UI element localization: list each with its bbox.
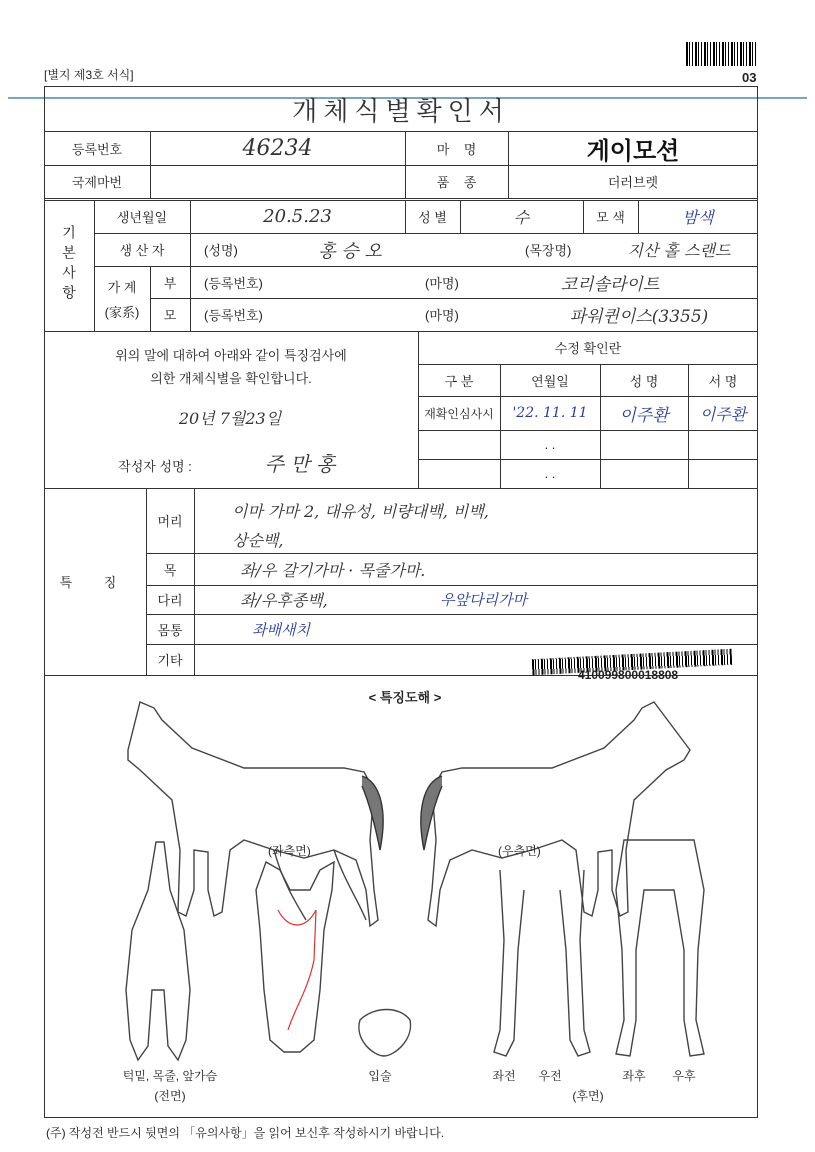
front-caption: 턱밑, 목줄, 앞가슴 (122, 1068, 218, 1083)
sire-name-label: (마명) (425, 275, 459, 291)
horse-diagram (44, 690, 758, 1110)
family-label (94, 266, 150, 331)
row1-date: '22. 11. 11 (512, 405, 588, 421)
rear-view-horse (616, 840, 704, 1056)
reg-no-label: 등록번호 (71, 141, 123, 157)
front-view-horse (126, 842, 190, 1060)
birth-value: 20.5.23 (263, 206, 332, 227)
neck-label: 목 (163, 562, 177, 578)
fl-caption: 좌전 (492, 1068, 516, 1083)
front-legs-view (494, 870, 590, 1056)
sire-value: 코리솔라이트 (560, 274, 660, 295)
statement-line-1: 위의 말에 대하여 아래와 같이 특징검사에 (115, 347, 347, 363)
col-name: 성 명 (629, 373, 659, 389)
right-side-horse (421, 702, 690, 926)
row1-name: 이주환 (619, 405, 669, 426)
dam-reg-label: (등록번호) (204, 308, 263, 323)
other-label: 기타 (157, 653, 183, 668)
head-label: 머리 (157, 514, 183, 529)
coat-color-label: 모 색 (596, 210, 625, 225)
breeder-label: 생 산 자 (119, 243, 165, 258)
body-value: 좌배새치 (252, 620, 310, 639)
col-date: 연월일 (531, 373, 569, 389)
horse-name-label: 마 명 (436, 141, 477, 157)
birth-label: 생년월일 (116, 210, 168, 225)
row1-sign: 이주환 (699, 404, 747, 424)
reg-no-value: 46234 (242, 135, 313, 161)
rear-label: (후면) (572, 1088, 604, 1103)
breeder-name-value: 홍 승 오 (318, 240, 382, 262)
body-label: 몸통 (157, 622, 183, 638)
hr-caption: 우후 (672, 1068, 696, 1083)
breed-value: 더러브렛 (607, 175, 659, 190)
diagram-title: < 특징도해 > (368, 689, 442, 705)
intl-no-label: 국제마번 (71, 175, 123, 190)
row3-date: . . (544, 466, 556, 481)
col-sign: 서 명 (708, 373, 738, 389)
col-type: 구 분 (444, 373, 474, 389)
sex-label: 성 별 (418, 210, 447, 225)
row2-date: . . (544, 437, 556, 452)
left-side-caption: (좌측면) (268, 844, 311, 858)
footer-note: (주) 작성전 반드시 뒷면의 「유의사항」을 읽어 보신후 작성하시기 바랍니다. (46, 1126, 445, 1140)
issue-date: 20년 7월23일 (178, 408, 282, 428)
lip-caption: 입술 (368, 1068, 392, 1083)
sex-value: 수 (513, 208, 530, 227)
writer-label: 작성자 성명 : (118, 458, 192, 474)
breed-label: 품 종 (436, 175, 477, 190)
features-section-label: 특 징 (59, 575, 131, 590)
form-label: [별지 제3호 서식] (44, 68, 134, 82)
right-side-caption: (우측면) (498, 844, 541, 858)
hl-caption: 좌후 (622, 1068, 646, 1083)
revision-title: 수정 확인란 (554, 341, 622, 356)
writer-value: 주 만 홍 (264, 451, 336, 476)
head-value-2: 상순백, (232, 530, 284, 550)
sire-label: 부 (163, 275, 177, 291)
page-barcode (686, 42, 758, 66)
horse-name-value: 게이모션 (586, 137, 680, 165)
breeder-name-label: (성명) (204, 243, 238, 258)
farm-value: 지산 홀 스랜드 (627, 241, 731, 260)
dam-value: 파워퀸이스(3355) (569, 307, 709, 327)
statement-line-2: 의한 개체식별을 확인합니다. (150, 370, 312, 386)
dam-name-label: (마명) (425, 308, 459, 323)
farm-label: (목장명) (525, 243, 572, 258)
neck-value: 좌/우 갈기가마 · 목줄가마. (240, 560, 426, 580)
family-label-hanja: (家系) (104, 304, 140, 320)
page-number: 03 (742, 70, 757, 85)
page-title: 개체식별확인서 (292, 95, 510, 126)
lip-view (359, 1010, 411, 1057)
head-value-1: 이마 가마 2, 대유성, 비량대백, 비백, (232, 501, 489, 521)
coat-color-value: 밤색 (682, 208, 714, 227)
head-front-view (256, 862, 334, 1052)
row1-type: 재확인심사시 (424, 406, 494, 421)
dam-label: 모 (163, 308, 177, 323)
sire-reg-label: (등록번호) (204, 275, 263, 291)
leg-value: 좌/우후종백, (240, 591, 328, 610)
front-label: (전면) (154, 1088, 186, 1103)
leg-value-blue: 우앞다리가마 (440, 591, 527, 609)
basic-section-label: 기본사항 (61, 225, 77, 305)
leg-label: 다리 (157, 593, 183, 608)
family-label-text: 가 계 (107, 279, 137, 295)
barcode-number: 410099800018808 (578, 668, 679, 682)
fr-caption: 우전 (538, 1068, 562, 1083)
